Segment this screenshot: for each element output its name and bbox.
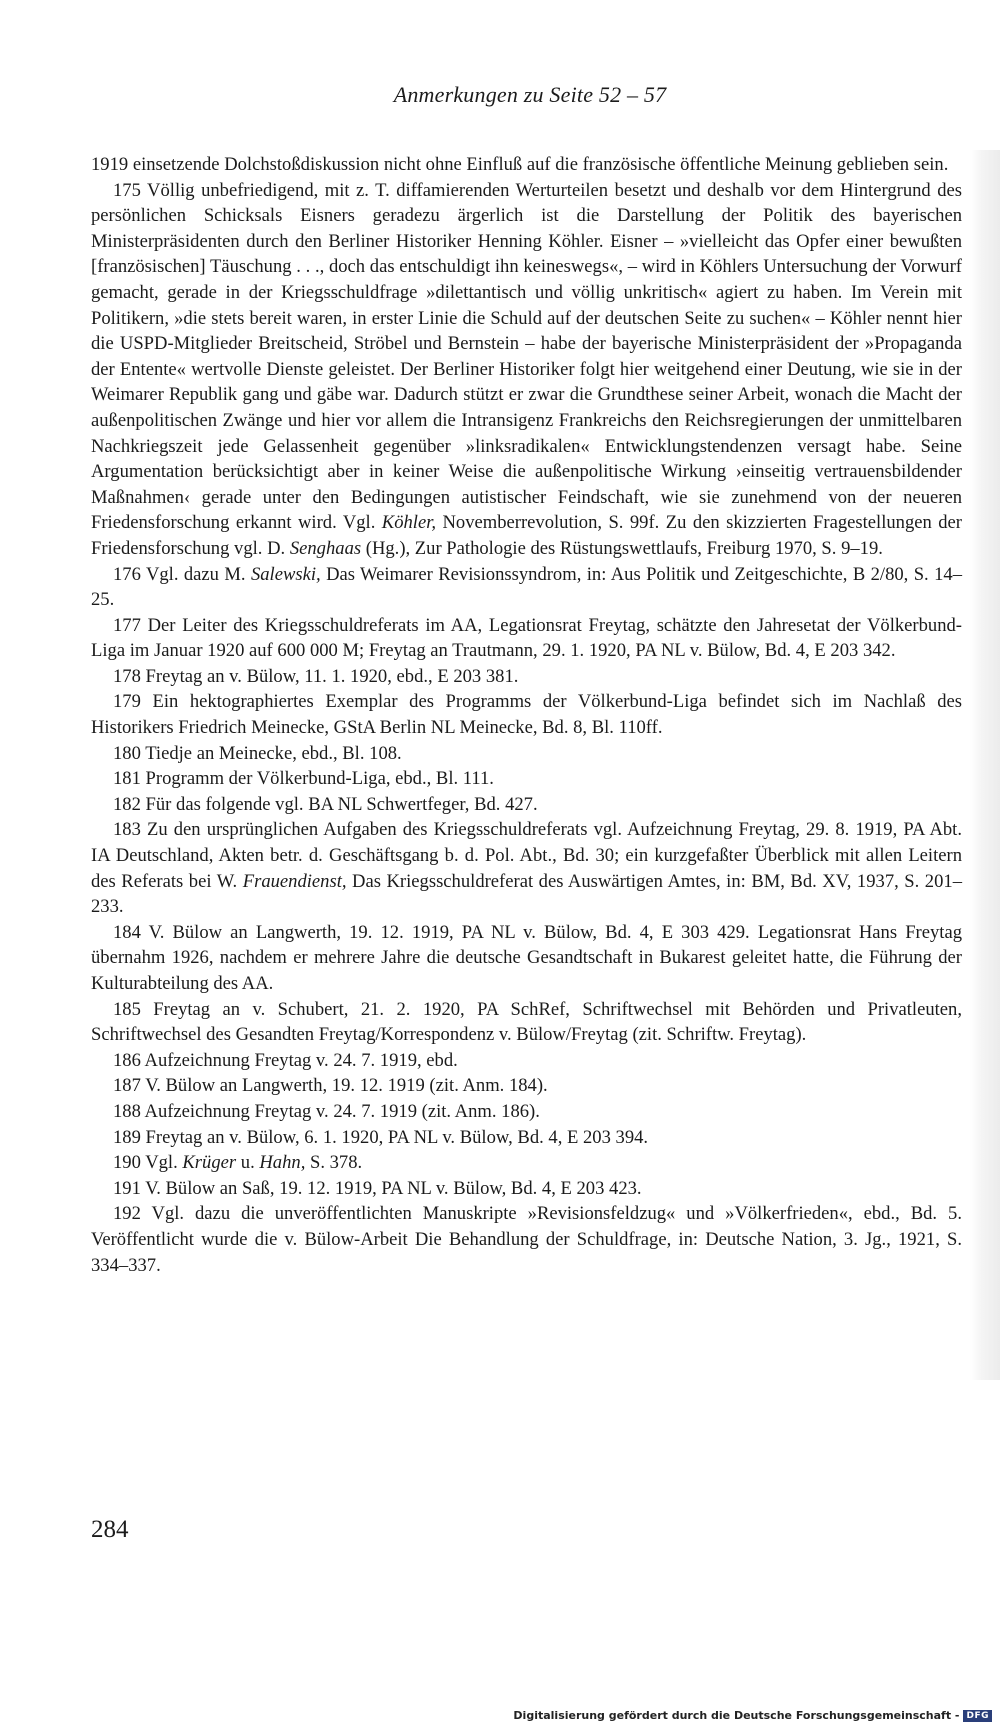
page-header-title: Anmerkungen zu Seite 52 – 57 [393,82,667,107]
note-text: 188 Aufzeichnung Freytag v. 24. 7. 1919 (zit. Anm. 186). [113,1100,540,1122]
note-text: 177 Der Leiter des Kriegsschuldreferats im AA, Legationsrat Freytag, schätzte den Jahresetat der Völkerbund-Liga im Januar 1920 auf 600 000 M; Freytag an Trautmann, 29. 1. 1920, PA NL v. Bülow, Bd. 4, E 203 342. [91,614,962,662]
note-text: 181 Programm der Völkerbund-Liga, ebd., Bl. 111. [113,768,494,790]
note-text: 189 Freytag an v. Bülow, 6. 1. 1920, PA NL v. Bülow, Bd. 4, E 203 394. [113,1126,649,1148]
footer-credit: Digitalisierung gefördert durch die Deutsche Forschungsgemeinschaft - [513,1709,960,1722]
endnote-179 [91,689,962,740]
endnotes-body [91,152,962,1278]
endnote-180 [91,741,962,767]
note-text: 178 Freytag an v. Bülow, 11. 1. 1920, ebd., E 203 381. [113,665,519,687]
note-text: 175 Völlig unbefriedigend, mit z. T. diffamierenden Werturteilen besetzt und deshalb vor dem Hintergrund des persönlichen Schicksals Eisners geradezu ärgerlich ist die Darstellung der Politik des bayerischen Ministerpräsidenten durch den Berliner Historiker Henning Köhler. Eisner – »vielleicht das Opfer einer bewußten [französischen] Täuschung . . ., doch das entschuldigt ihn keineswegs«, – wird in Köhlers Untersuchung der Vorwurf gemacht, gerade in der Kriegsschuldfrage »dilettantisch und völlig unkritisch« agiert zu haben. Im Verein mit Politikern, »die stets bereit waren, in erster Linie die Schuld auf der deutschen Seite zu suchen« – Köhler nennt hier die USPD-Mitglieder Breitscheid, Ströbel und Bernstein – habe der bayerische Ministerpräsident der »Propaganda der Entente« wertvolle Dienste geleistet. Der Berliner Historiker folgt hier weitgehend einer Deutung, wie sie in der Weimarer Republik gang und gäbe war. Dadurch stützt er zwar die Grundthese seiner Arbeit, wonach die Macht der außenpolitischen Zwänge und hier vor allem die Intransigenz Frankreichs den Reichsregierungen der unmittelbaren Nachkriegszeit jede Gelassenheit gegenüber »linksradikalen« Entwicklungstendenzen versagt habe. Seine Argumentation berücksichtigt aber in keiner Weise die außenpolitische Wirkung ›einseitig vertrauensbildender Maßnahmen‹ gerade unter den Bedingungen autistischer Feindschaft, wie sie zunehmend von der neueren Friedensforschung erkannt wird. Vgl. [91,179,962,534]
note-text: 1919 einsetzende Dolchstoßdiskussion nicht ohne Einfluß auf die französische öffentliche Meinung geblieben sein. [91,154,949,175]
digitization-footer [513,1709,992,1722]
facing-page-bleed [970,150,1000,1380]
note-text: Novemberrevolution, S. 99f. Zu den skizzierten Fragestellungen der Friedensforschung vgl. D. [91,512,962,559]
note-text: 186 Aufzeichnung Freytag v. 24. 7. 1919, ebd. [113,1049,458,1071]
endnote-178 [91,664,962,690]
cited-author: Salewski, [250,563,321,585]
note-text: 180 Tiedje an Meinecke, ebd., Bl. 108. [113,742,402,764]
note-text: 192 Vgl. dazu die unveröffentlichten Manuskripte »Revisionsfeldzug« und »Völkerfrieden«, ebd., Bd. 5. Veröffentlicht wurde die v. Bülow-Arbeit Die Behandlung der Schuldfrage, in: Deutsche Nation, 3. Jg., 1921, S. 334–337. [91,1203,962,1276]
cited-author: Hahn, [259,1152,306,1174]
endnote-cont [91,152,962,178]
endnote-176 [91,562,962,613]
page-number: 284 [91,1516,129,1543]
note-text: Das Kriegsschuldreferat des Auswärtigen Amtes, in: BM, Bd. XV, 1937, S. 201–233. [91,870,962,918]
endnote-177 [91,613,962,664]
note-text: S. 378. [305,1152,363,1174]
endnote-192 [91,1201,962,1278]
endnote-190 [91,1150,962,1176]
note-text: u. [236,1152,260,1174]
note-text: 190 Vgl. [113,1152,183,1174]
endnote-175 [91,178,962,562]
endnote-183 [91,817,962,919]
endnote-191 [91,1176,962,1202]
note-text: 182 Für das folgende vgl. BA NL Schwertfeger, Bd. 427. [113,793,538,815]
note-text: 183 Zu den ursprünglichen Aufgaben des Kriegsschuldreferats vgl. Aufzeichnung Freytag, 29. 8. 1919, PA Abt. IA Deutschland, Akten betr. d. Geschäftsgang b. d. Pol. Abt., Bd. 30; ein kurzgefaßter Überblick mit allen Leitern des Referats bei W. [91,819,962,892]
note-text: 191 V. Bülow an Saß, 19. 12. 1919, PA NL v. Bülow, Bd. 4, E 203 423. [113,1177,642,1199]
endnote-188 [91,1099,962,1125]
note-text: (Hg.), Zur Pathologie des Rüstungswettlaufs, Freiburg 1970, S. 9–19. [361,537,883,559]
cited-author: Senghaas [289,537,362,559]
endnote-181 [91,766,962,792]
endnote-186 [91,1048,962,1074]
note-text: Das Weimarer Revisionssyndrom, in: Aus Politik und Zeitgeschichte, B 2/80, S. 14–25. [91,563,962,611]
endnote-187 [91,1073,962,1099]
cited-author: Frauendienst, [242,870,347,892]
note-text: 184 V. Bülow an Langwerth, 19. 12. 1919, PA NL v. Bülow, Bd. 4, E 303 429. Legationsrat Hans Freytag übernahm 1926, nachdem er mehrere Jahre die deutsche Gesandtschaft in Bukarest geleitet hatte, die Führung der Kulturabteilung des AA. [91,921,962,994]
endnote-182 [91,792,962,818]
endnote-185 [91,997,962,1048]
note-text: 185 Freytag an v. Schubert, 21. 2. 1920, PA SchRef, Schriftwechsel mit Behörden und Privatleuten, Schriftwechsel des Gesandten Freytag/Korrespondenz v. Bülow/Freytag (zit. Schriftw. Freytag). [91,998,962,1046]
note-text: 187 V. Bülow an Langwerth, 19. 12. 1919 (zit. Anm. 184). [113,1075,548,1097]
note-text: 179 Ein hektographiertes Exemplar des Programms der Völkerbund-Liga befindet sich im Nachlaß des Historikers Friedrich Meinecke, GStA Berlin NL Meinecke, Bd. 8, Bl. 110ff. [91,691,962,739]
endnote-189 [91,1125,962,1151]
dfg-logo-icon: DFG [963,1710,992,1722]
cited-author: Köhler, [381,512,437,534]
cited-author: Krüger [182,1152,237,1174]
running-header [0,82,1000,108]
note-text: 176 Vgl. dazu M. [113,563,251,585]
endnote-184 [91,920,962,997]
